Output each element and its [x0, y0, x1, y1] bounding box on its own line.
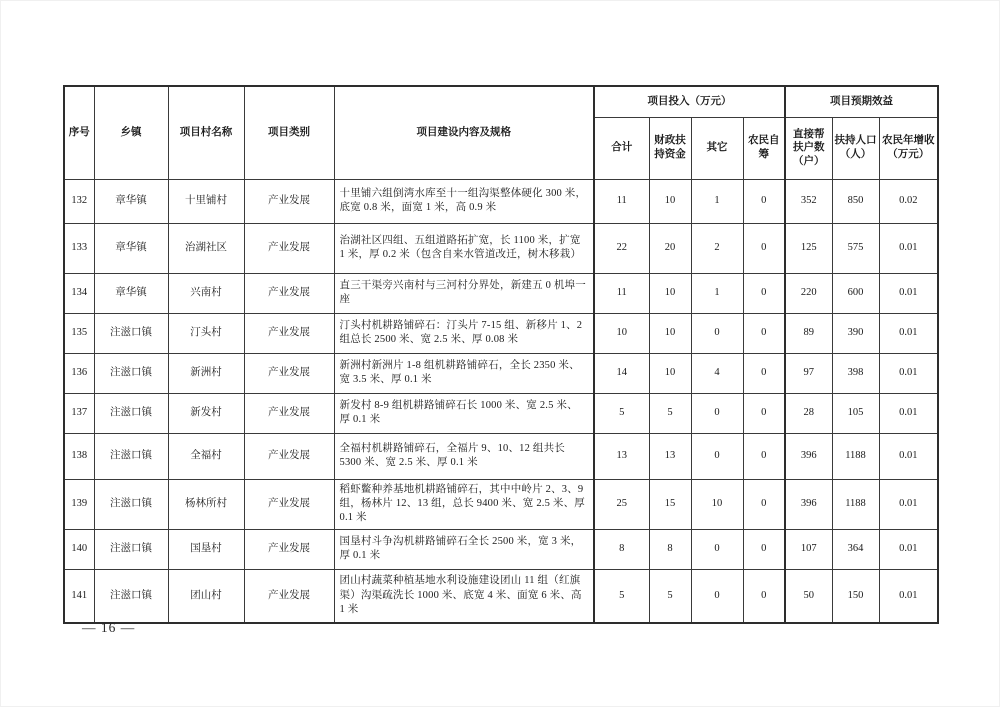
- annual-income-cell: 0.01: [879, 223, 938, 273]
- village-cell: 团山村: [168, 569, 244, 623]
- header-households: 直接帮扶户数（户）: [785, 117, 832, 179]
- page-number: — 16 —: [82, 620, 136, 635]
- table-row: [64, 273, 938, 313]
- header-other: 其它: [691, 117, 743, 179]
- poverty-alleviation-project-table: [63, 85, 939, 624]
- population-cell: 150: [832, 569, 879, 623]
- self-raised-cell: 0: [743, 393, 785, 433]
- town-cell: 注滋口镇: [94, 433, 168, 479]
- population-cell: 364: [832, 529, 879, 569]
- town-cell: 章华镇: [94, 273, 168, 313]
- total-investment-cell: 22: [594, 223, 649, 273]
- header-village: 项目村名称: [168, 86, 244, 179]
- row-number-cell: 141: [64, 569, 94, 623]
- table-row: [64, 179, 938, 223]
- self-raised-cell: 0: [743, 313, 785, 353]
- other-fund-cell: 0: [691, 313, 743, 353]
- population-cell: 600: [832, 273, 879, 313]
- description-cell: 十里铺六组倒湾水库至十一组沟渠整体硬化 300 米，底宽 0.8 米，面宽 1 米，高 0.9 米: [334, 179, 594, 223]
- other-fund-cell: 10: [691, 479, 743, 529]
- self-raised-cell: 0: [743, 433, 785, 479]
- households-cell: 352: [785, 179, 832, 223]
- total-investment-cell: 13: [594, 433, 649, 479]
- fiscal-fund-cell: 5: [649, 569, 691, 623]
- description-cell: 直三干渠旁兴南村与三河村分界处，新建五 0 机埠一座: [334, 273, 594, 313]
- category-cell: 产业发展: [244, 529, 334, 569]
- village-cell: 兴南村: [168, 273, 244, 313]
- table-body: [64, 179, 938, 623]
- row-number-cell: 140: [64, 529, 94, 569]
- town-cell: 章华镇: [94, 223, 168, 273]
- population-cell: 105: [832, 393, 879, 433]
- other-fund-cell: 0: [691, 569, 743, 623]
- table-row: [64, 529, 938, 569]
- annual-income-cell: 0.01: [879, 313, 938, 353]
- self-raised-cell: 0: [743, 273, 785, 313]
- village-cell: 全福村: [168, 433, 244, 479]
- table-row: [64, 353, 938, 393]
- description-cell: 国垦村斗争沟机耕路铺碎石全长 2500 米，宽 3 米，厚 0.1 米: [334, 529, 594, 569]
- row-number-cell: 132: [64, 179, 94, 223]
- annual-income-cell: 0.01: [879, 353, 938, 393]
- other-fund-cell: 1: [691, 179, 743, 223]
- town-cell: 注滋口镇: [94, 393, 168, 433]
- annual-income-cell: 0.01: [879, 569, 938, 623]
- category-cell: 产业发展: [244, 393, 334, 433]
- total-investment-cell: 8: [594, 529, 649, 569]
- village-cell: 新发村: [168, 393, 244, 433]
- description-cell: 团山村蔬菜种植基地水利设施建设团山 11 组（红旗渠）沟渠疏洗长 1000 米、底宽 4 米、面宽 6 米、高 1 米: [334, 569, 594, 623]
- population-cell: 390: [832, 313, 879, 353]
- header-fiscal-fund: 财政扶持资金: [649, 117, 691, 179]
- population-cell: 850: [832, 179, 879, 223]
- total-investment-cell: 14: [594, 353, 649, 393]
- fiscal-fund-cell: 5: [649, 393, 691, 433]
- category-cell: 产业发展: [244, 353, 334, 393]
- description-cell: 稻虾鳖种养基地机耕路铺碎石，其中中岭片 2、3、9 组，杨林片 12、13 组，总长 9400 米、宽 2.5 米、厚 0.1 米: [334, 479, 594, 529]
- households-cell: 396: [785, 479, 832, 529]
- other-fund-cell: 1: [691, 273, 743, 313]
- village-cell: 十里铺村: [168, 179, 244, 223]
- total-investment-cell: 5: [594, 393, 649, 433]
- total-investment-cell: 10: [594, 313, 649, 353]
- other-fund-cell: 0: [691, 393, 743, 433]
- annual-income-cell: 0.02: [879, 179, 938, 223]
- fiscal-fund-cell: 10: [649, 179, 691, 223]
- village-cell: 新洲村: [168, 353, 244, 393]
- description-cell: 新发村 8-9 组机耕路铺碎石长 1000 米、宽 2.5 米、厚 0.1 米: [334, 393, 594, 433]
- households-cell: 107: [785, 529, 832, 569]
- header-town: 乡镇: [94, 86, 168, 179]
- category-cell: 产业发展: [244, 273, 334, 313]
- population-cell: 1188: [832, 433, 879, 479]
- fiscal-fund-cell: 10: [649, 353, 691, 393]
- header-description: 项目建设内容及规格: [334, 86, 594, 179]
- total-investment-cell: 11: [594, 273, 649, 313]
- table-row: [64, 313, 938, 353]
- town-cell: 注滋口镇: [94, 529, 168, 569]
- fiscal-fund-cell: 15: [649, 479, 691, 529]
- row-number-cell: 135: [64, 313, 94, 353]
- village-cell: 杨林所村: [168, 479, 244, 529]
- header-benefit-group: 项目预期效益: [785, 86, 938, 117]
- row-number-cell: 136: [64, 353, 94, 393]
- category-cell: 产业发展: [244, 479, 334, 529]
- annual-income-cell: 0.01: [879, 529, 938, 569]
- population-cell: 575: [832, 223, 879, 273]
- table-row: [64, 433, 938, 479]
- header-population: 扶持人口（人）: [832, 117, 879, 179]
- village-cell: 治湖社区: [168, 223, 244, 273]
- row-number-cell: 133: [64, 223, 94, 273]
- description-cell: 汀头村机耕路铺碎石：汀头片 7-15 组、新移片 1、2 组总长 2500 米、宽 2.5 米、厚 0.08 米: [334, 313, 594, 353]
- description-cell: 全福村机耕路铺碎石，全福片 9、10、12 组共长 5300 米、宽 2.5 米、厚 0.1 米: [334, 433, 594, 479]
- description-cell: 新洲村新洲片 1-8 组机耕路铺碎石，全长 2350 米、宽 3.5 米、厚 0.1 米: [334, 353, 594, 393]
- category-cell: 产业发展: [244, 433, 334, 479]
- other-fund-cell: 0: [691, 529, 743, 569]
- table-row: [64, 393, 938, 433]
- households-cell: 220: [785, 273, 832, 313]
- header-investment-group: 项目投入（万元）: [594, 86, 785, 117]
- annual-income-cell: 0.01: [879, 393, 938, 433]
- category-cell: 产业发展: [244, 569, 334, 623]
- town-cell: 注滋口镇: [94, 313, 168, 353]
- row-number-cell: 134: [64, 273, 94, 313]
- fiscal-fund-cell: 10: [649, 313, 691, 353]
- self-raised-cell: 0: [743, 479, 785, 529]
- table-header: [64, 86, 938, 179]
- village-cell: 国垦村: [168, 529, 244, 569]
- total-investment-cell: 11: [594, 179, 649, 223]
- households-cell: 97: [785, 353, 832, 393]
- header-self-raised: 农民自筹: [743, 117, 785, 179]
- table-row: [64, 223, 938, 273]
- annual-income-cell: 0.01: [879, 479, 938, 529]
- row-number-cell: 137: [64, 393, 94, 433]
- header-annual-income: 农民年增收（万元）: [879, 117, 938, 179]
- households-cell: 50: [785, 569, 832, 623]
- header-seq: 序号: [64, 86, 94, 179]
- self-raised-cell: 0: [743, 179, 785, 223]
- households-cell: 28: [785, 393, 832, 433]
- category-cell: 产业发展: [244, 179, 334, 223]
- self-raised-cell: 0: [743, 353, 785, 393]
- table-row: [64, 569, 938, 623]
- town-cell: 注滋口镇: [94, 569, 168, 623]
- other-fund-cell: 0: [691, 433, 743, 479]
- households-cell: 89: [785, 313, 832, 353]
- population-cell: 1188: [832, 479, 879, 529]
- village-cell: 汀头村: [168, 313, 244, 353]
- town-cell: 注滋口镇: [94, 479, 168, 529]
- self-raised-cell: 0: [743, 569, 785, 623]
- row-number-cell: 139: [64, 479, 94, 529]
- population-cell: 398: [832, 353, 879, 393]
- fiscal-fund-cell: 10: [649, 273, 691, 313]
- town-cell: 章华镇: [94, 179, 168, 223]
- town-cell: 注滋口镇: [94, 353, 168, 393]
- self-raised-cell: 0: [743, 223, 785, 273]
- row-number-cell: 138: [64, 433, 94, 479]
- households-cell: 125: [785, 223, 832, 273]
- households-cell: 396: [785, 433, 832, 479]
- total-investment-cell: 5: [594, 569, 649, 623]
- header-total: 合计: [594, 117, 649, 179]
- other-fund-cell: 4: [691, 353, 743, 393]
- category-cell: 产业发展: [244, 313, 334, 353]
- category-cell: 产业发展: [244, 223, 334, 273]
- other-fund-cell: 2: [691, 223, 743, 273]
- annual-income-cell: 0.01: [879, 273, 938, 313]
- annual-income-cell: 0.01: [879, 433, 938, 479]
- fiscal-fund-cell: 8: [649, 529, 691, 569]
- description-cell: 治湖社区四组、五组道路拓扩宽，长 1100 米，扩宽 1 米，厚 0.2 米（包含自来水管道改迁，树木移栽）: [334, 223, 594, 273]
- header-category: 项目类别: [244, 86, 334, 179]
- fiscal-fund-cell: 20: [649, 223, 691, 273]
- table-row: [64, 479, 938, 529]
- fiscal-fund-cell: 13: [649, 433, 691, 479]
- total-investment-cell: 25: [594, 479, 649, 529]
- self-raised-cell: 0: [743, 529, 785, 569]
